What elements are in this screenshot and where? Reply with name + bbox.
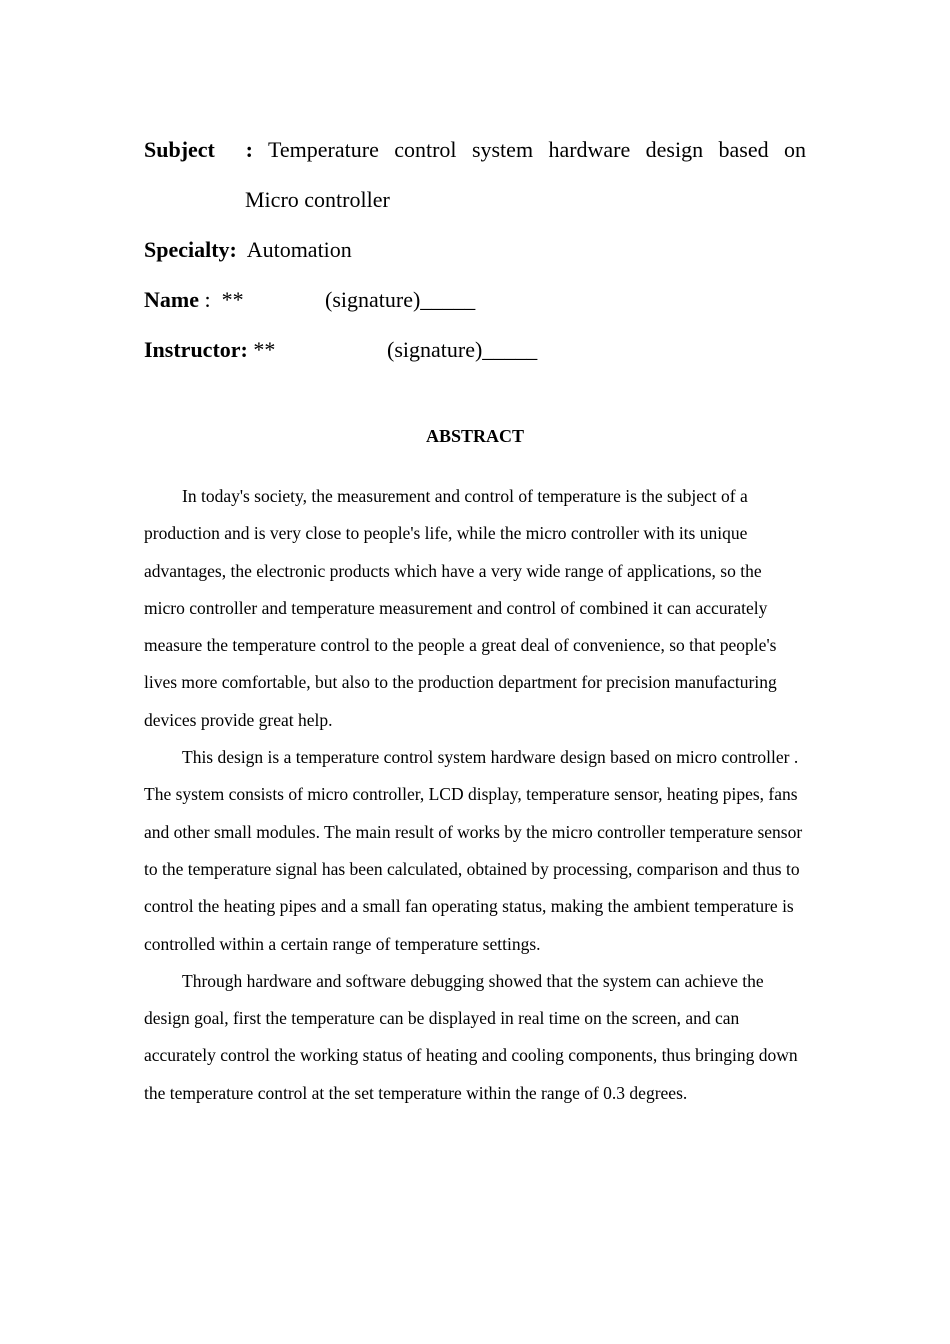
instructor-label: Instructor:	[144, 337, 248, 362]
abstract-paragraph: This design is a temperature control system hardware design based on micro controller . The system consists of micro controller, LCD display, temperature sensor, heating pipes, fans and other small modules. The main result of works by the micro controller temperature sensor to the temperature signal has been calculated, obtained by processing, comparison and thus to control the heating pipes and a small fan operating status, making the ambient temperature is controlled within a certain range of temperature settings.	[144, 747, 803, 954]
instructor-signature-field: (signature)_____	[387, 337, 538, 362]
name-line	[144, 285, 476, 315]
subject-value: Temperature control system hardware design based on	[268, 137, 806, 162]
subject-line	[144, 135, 806, 165]
specialty-label: Specialty:	[144, 237, 237, 262]
subject-value-continued: Micro controller	[245, 187, 390, 212]
specialty-line	[144, 235, 352, 265]
name-signature-field: (signature)_____	[325, 287, 476, 312]
name-label: Name	[144, 287, 199, 312]
specialty-value: Automation	[246, 237, 352, 262]
abstract-heading: ABSTRACT	[425, 426, 525, 446]
abstract-paragraph: Through hardware and software debugging showed that the system can achieve the design goal, first the temperature can be displayed in real time on the screen, and can accurately control the working status of heating and cooling components, thus bringing down the temperature control at the set temperature within the range of 0.3 degrees.	[144, 970, 798, 1103]
instructor-line	[144, 335, 538, 365]
abstract-paragraph: In today's society, the measurement and control of temperature is the subject of a production and is very close to people's life, while the micro controller with its unique advantages, the electronic products which have a very wide range of applications, so the micro controller and temperature measurement and control of combined it can accurately measure the temperature control to the people a great deal of convenience, so that people's lives more comfortable, but also to the production department for precision manufacturing devices provide great help.	[144, 486, 777, 730]
name-separator: :	[204, 287, 211, 312]
abstract-body	[144, 478, 806, 1112]
name-value: **	[221, 287, 244, 312]
instructor-value: **	[253, 337, 276, 362]
subject-label: Subject :	[144, 137, 253, 162]
